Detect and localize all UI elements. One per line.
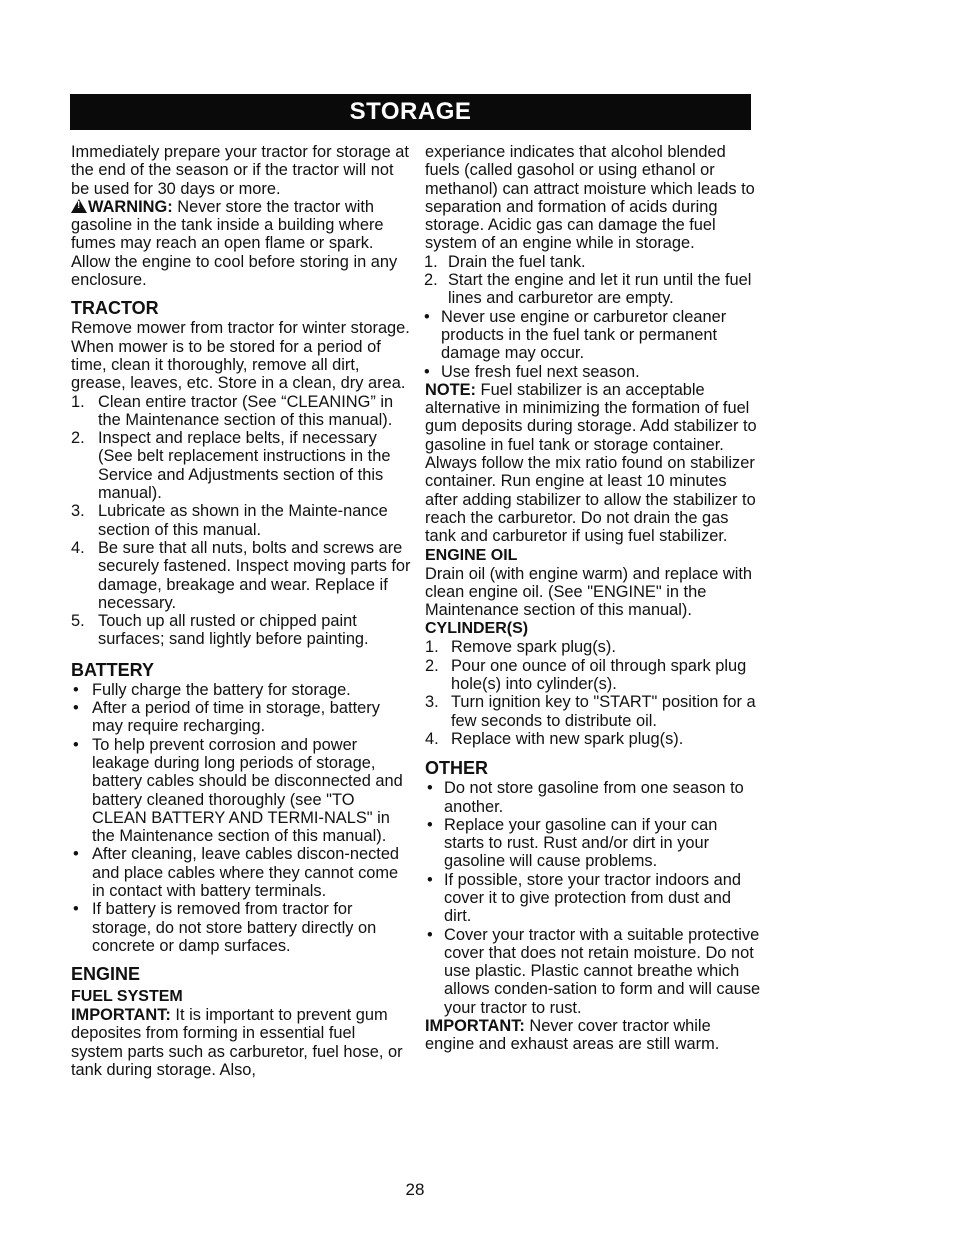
list-item: 2. Pour one ounce of oil through spark plug hole(s) into cylinder(s). <box>425 656 747 694</box>
warning-triangle-icon <box>71 199 87 213</box>
list-item: • Never use engine or carburetor cleaner products in the fuel tank or permanent damage may occur. <box>424 307 727 363</box>
intro-paragraph: Immediately prepare your tractor for storage at the end of the season or if the tractor will not be used for 30 days or more. <box>71 143 409 198</box>
list-item: • Cover your tractor with a suitable protective cover that does not retain moisture. Do not use plastic. Plastic cannot breathe which allows conden-sation to form and will cause your tractor to rust. <box>427 925 761 1017</box>
other-heading: OTHER <box>425 758 488 779</box>
list-item: 5. Touch up all rusted or chipped paint surfaces; sand lightly before painting. <box>71 612 369 649</box>
warning-paragraph <box>71 198 411 289</box>
list-item: 1. Remove spark plug(s). <box>425 638 616 657</box>
list-item: • Do not store gasoline from one season to another. <box>427 779 744 816</box>
list-item: • Fully charge the battery for storage. <box>73 680 351 699</box>
other-important-paragraph: IMPORTANT: Never cover tractor while engine and exhaust areas are still warm. <box>425 1017 720 1054</box>
list-item: 3. Turn ignition key to "START" position for a few seconds to distribute oil. <box>425 693 756 730</box>
tractor-paragraph: Remove mower from tractor for winter storage. When mower is to be stored for a period of time, clean it thoroughly, remove all dirt, grease, leaves, etc. Store in a clean, dry area. <box>71 319 410 393</box>
page-number: 28 <box>405 1180 425 1199</box>
list-item: 2. Inspect and replace belts, if necessary (See belt replacement instructions in the Service and Adjustments section of this manual). <box>71 429 391 503</box>
engine-oil-heading: ENGINE OIL <box>425 546 518 564</box>
warning-label: WARNING: <box>88 197 173 216</box>
right-column <box>425 143 761 1054</box>
fuel-steps <box>424 253 761 308</box>
list-item: 3. Lubricate as shown in the Mainte-nance section of this manual. <box>71 502 388 539</box>
list-item: • Use fresh fuel next season. <box>424 362 640 381</box>
list-item: • Replace your gasoline can if your can starts to rust. Rust and/or dirt in your gasoline will cause problems. <box>427 815 718 871</box>
cylinders-heading: CYLINDER(S) <box>425 620 529 638</box>
list-item: • After cleaning, leave cables discon-nected and place cables where they cannot come in contact with battery terminals. <box>73 845 400 900</box>
important-label: IMPORTANT: <box>71 1006 171 1025</box>
list-item: • After a period of time in storage, battery may require recharging. <box>73 699 380 736</box>
list-item: • If battery is removed from tractor for storage, do not store battery directly on concrete or damp surfaces. <box>73 900 377 955</box>
list-item: 4. Be sure that all nuts, bolts and screws are securely fastened. Inspect moving parts for damage, breakage and wear. Replace if necessary. <box>71 538 411 612</box>
list-item: 1. Drain the fuel tank. <box>424 252 586 271</box>
fuel-important-paragraph: IMPORTANT: It is important to prevent gum deposites from forming in essential fuel system parts such as carburetor, fuel hose, or tank during storage. Also, <box>71 1006 403 1080</box>
battery-bullets <box>71 681 411 955</box>
other-bullets <box>425 779 761 1017</box>
engine-oil-paragraph: Drain oil (with engine warm) and replace with clean engine oil. (See "ENGINE" in the Maintenance section of this manual). <box>425 564 753 620</box>
list-item: • To help prevent corrosion and power leakage during long periods of storage, battery cables should be disconnected and battery cleaned thoroughly (see "TO CLEAN BATTERY AND TERMI-NALS" in the Maintenance section of this manual). <box>73 735 403 846</box>
note-paragraph: NOTE: Fuel stabilizer is an acceptable alternative in minimizing the formation of fuel gum deposits during storage. Add stabilizer to gasoline in fuel tank or storage container. Always follow the mix ratio found on stabilizer container. Run engine at least 10 minutes after adding stabilizer to allow the stabilizer to reach the carburetor. Do not drain the gas tank and carburetor if using fuel stabilizer. <box>425 380 757 546</box>
left-column <box>71 143 411 1079</box>
list-item: 1. Clean entire tractor (See “CLEANING” in the Maintenance section of this manual). <box>71 392 394 429</box>
list-item: 2. Start the engine and let it run until the fuel lines and carburetor are empty. <box>424 271 752 308</box>
battery-heading: BATTERY <box>71 659 154 680</box>
fuel-bullets <box>422 308 761 381</box>
list-item: • If possible, store your tractor indoors and cover it to give protection from dust and dirt. <box>427 870 742 926</box>
section-banner: STORAGE <box>70 94 751 130</box>
important-label: IMPORTANT: <box>425 1017 525 1036</box>
note-label: NOTE: <box>425 380 476 399</box>
warning-text: Never store the tractor with gasoline in the tank inside a building where fumes may reach an open flame or spark. Allow the engine to cool before storing in any enclosure. <box>71 197 398 290</box>
engine-heading: ENGINE <box>71 964 141 985</box>
tractor-steps <box>71 393 411 649</box>
list-item: 4. Replace with new spark plug(s). <box>425 729 684 748</box>
fuel-continued-paragraph: experiance indicates that alcohol blended fuels (called gasohol or using ethanol or methanol) can attract moisture which leads to separation and formation of acids during storage. Acidic gas can damage the fuel system of an engine while in storage. <box>425 143 755 253</box>
tractor-heading: TRACTOR <box>71 298 159 319</box>
fuel-system-heading: FUEL SYSTEM <box>71 988 183 1006</box>
cylinder-steps <box>425 638 761 748</box>
